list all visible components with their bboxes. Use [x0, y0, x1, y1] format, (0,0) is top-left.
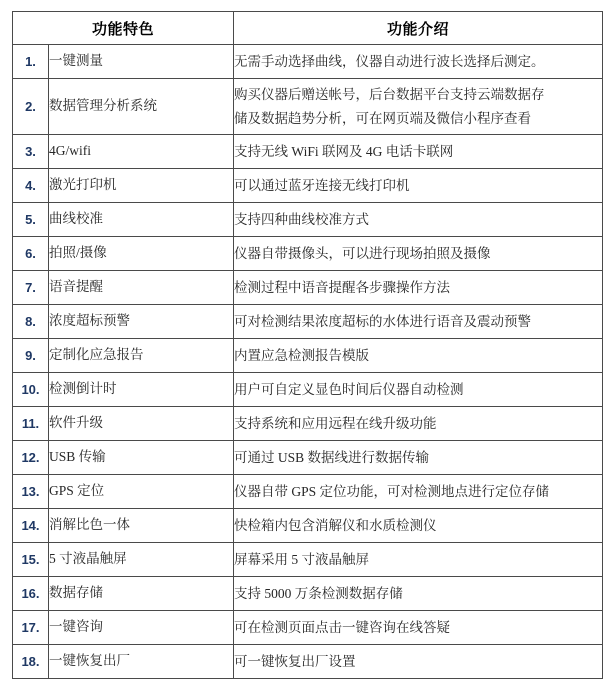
feature-name-cell: 4G/wifi	[49, 135, 234, 169]
table-row	[13, 475, 603, 509]
table-header-row	[13, 12, 603, 45]
feature-name-cell: 激光打印机	[49, 169, 234, 203]
row-number: 16.	[13, 577, 49, 611]
table-row	[13, 645, 603, 679]
description-line: 可对检测结果浓度超标的水体进行语音及震动预警	[234, 313, 532, 329]
row-number: 14.	[13, 509, 49, 543]
row-number: 17.	[13, 611, 49, 645]
table-row	[13, 45, 603, 79]
feature-description-cell	[234, 577, 603, 611]
row-number: 2.	[13, 79, 49, 135]
row-number: 11.	[13, 407, 49, 441]
row-number: 8.	[13, 305, 49, 339]
description-line: 快检箱内包含消解仪和水质检测仪	[234, 517, 437, 533]
feature-description-cell	[234, 543, 603, 577]
feature-description-cell	[234, 169, 603, 203]
description-line: 检测过程中语音提醒各步骤操作方法	[234, 279, 451, 295]
table-row	[13, 135, 603, 169]
feature-description-cell	[234, 305, 603, 339]
feature-name-cell: 定制化应急报告	[49, 339, 234, 373]
feature-name-cell: GPS 定位	[49, 475, 234, 509]
table-row	[13, 441, 603, 475]
row-number: 13.	[13, 475, 49, 509]
description-line: 用户可自定义显色时间后仪器自动检测	[234, 381, 464, 397]
row-number: 3.	[13, 135, 49, 169]
table-row	[13, 271, 603, 305]
table-row	[13, 543, 603, 577]
feature-name-cell: 拍照/摄像	[49, 237, 234, 271]
feature-description-cell	[234, 339, 603, 373]
table-row	[13, 203, 603, 237]
table-row	[13, 339, 603, 373]
table-row	[13, 407, 603, 441]
description-line: 仪器自带 GPS 定位功能，可对检测地点进行定位存储	[234, 483, 550, 499]
description-line: 可一键恢复出厂设置	[234, 653, 356, 669]
description-line: 支持无线 WiFi 联网及 4G 电话卡联网	[234, 143, 454, 159]
feature-name-cell: 一键咨询	[49, 611, 234, 645]
feature-name-cell: 一键恢复出厂	[49, 645, 234, 679]
feature-name-cell: 曲线校准	[49, 203, 234, 237]
feature-description-cell	[234, 271, 603, 305]
description-line: 可以通过蓝牙连接无线打印机	[234, 177, 410, 193]
feature-name-cell: 检测倒计时	[49, 373, 234, 407]
feature-description-cell	[234, 611, 603, 645]
table-row	[13, 305, 603, 339]
feature-name-cell: 浓度超标预警	[49, 305, 234, 339]
description-line: 屏幕采用 5 寸液晶触屏	[234, 551, 370, 567]
description-line: 可在检测页面点击一键咨询在线答疑	[234, 619, 451, 635]
feature-description-cell	[234, 441, 603, 475]
feature-description-cell	[234, 373, 603, 407]
feature-description-cell	[234, 475, 603, 509]
column-header-description: 功能介绍	[234, 12, 603, 45]
feature-name-cell: 语音提醒	[49, 271, 234, 305]
feature-description-cell	[234, 407, 603, 441]
table-row	[13, 237, 603, 271]
description-line: 支持 5000 万条检测数据存储	[234, 585, 403, 601]
feature-table	[12, 11, 603, 679]
feature-name-cell: 消解比色一体	[49, 509, 234, 543]
feature-name-cell: 5 寸液晶触屏	[49, 543, 234, 577]
table-row	[13, 169, 603, 203]
description-line: 仪器自带摄像头，可以进行现场拍照及摄像	[234, 245, 491, 261]
feature-name-cell: 数据管理分析系统	[49, 79, 234, 135]
description-line: 支持四种曲线校准方式	[234, 211, 370, 227]
feature-name-cell: USB 传输	[49, 441, 234, 475]
feature-description-cell	[234, 237, 603, 271]
row-number: 9.	[13, 339, 49, 373]
row-number: 1.	[13, 45, 49, 79]
feature-description-cell	[234, 79, 603, 135]
description-line: 无需手动选择曲线，仪器自动进行波长选择后测定。	[234, 53, 545, 69]
row-number: 12.	[13, 441, 49, 475]
table-row	[13, 577, 603, 611]
table-row	[13, 611, 603, 645]
table-body	[13, 45, 603, 679]
description-line: 支持系统和应用远程在线升级功能	[234, 415, 437, 431]
row-number: 18.	[13, 645, 49, 679]
feature-name-cell: 数据存储	[49, 577, 234, 611]
row-number: 10.	[13, 373, 49, 407]
description-line: 内置应急检测报告模版	[234, 347, 370, 363]
feature-description-cell	[234, 509, 603, 543]
table-row	[13, 509, 603, 543]
description-line: 可通过 USB 数据线进行数据传输	[234, 449, 430, 465]
row-number: 5.	[13, 203, 49, 237]
feature-description-cell	[234, 45, 603, 79]
table-row	[13, 373, 603, 407]
row-number: 6.	[13, 237, 49, 271]
feature-description-cell	[234, 645, 603, 679]
column-header-feature: 功能特色	[13, 12, 234, 45]
row-number: 15.	[13, 543, 49, 577]
row-number: 4.	[13, 169, 49, 203]
table-row	[13, 79, 603, 135]
feature-description-cell	[234, 135, 603, 169]
feature-name-cell: 一键测量	[49, 45, 234, 79]
table-header	[13, 12, 603, 45]
feature-description-cell	[234, 203, 603, 237]
feature-name-cell: 软件升级	[49, 407, 234, 441]
description-line: 购买仪器后赠送帐号，后台数据平台支持云端数据存	[234, 87, 545, 103]
row-number: 7.	[13, 271, 49, 305]
description-line: 储及数据趋势分析，可在网页端及微信小程序查看	[234, 110, 532, 126]
